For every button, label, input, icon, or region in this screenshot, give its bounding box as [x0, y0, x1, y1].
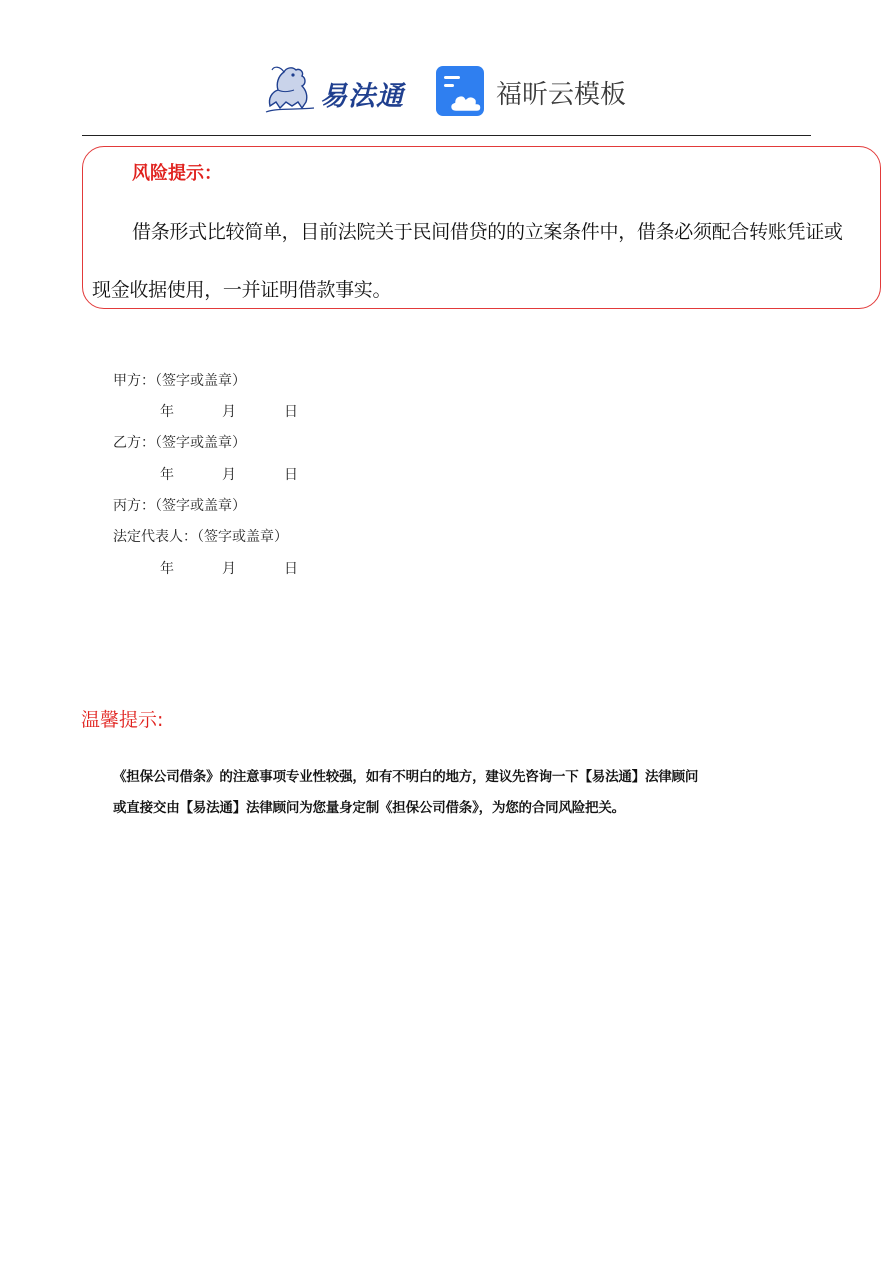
tips-title: 温馨提示:: [81, 709, 164, 731]
party-b-signature: 乙方：（签字或盖章）: [113, 435, 246, 451]
date-year: 年: [160, 561, 174, 577]
date-month: 月: [222, 561, 236, 577]
date-year: 年: [160, 467, 174, 483]
fuxin-brand-text: 福昕云模板: [496, 80, 627, 110]
document-header: [0, 56, 893, 122]
date-day: 日: [284, 404, 298, 420]
risk-notice-line-1: 借条形式比较简单，目前法院关于民间借贷的的立案条件中，借条必须配合转账凭证或: [132, 221, 843, 243]
date-month: 月: [222, 404, 236, 420]
risk-notice-title: 风险提示：: [132, 163, 222, 184]
party-a-signature: 甲方：（签字或盖章）: [113, 373, 246, 389]
header-divider: [82, 135, 811, 136]
date-day: 日: [284, 467, 298, 483]
risk-notice-box: [82, 146, 881, 309]
date-year: 年: [160, 404, 174, 420]
qilin-horse-icon: [262, 62, 322, 118]
yifatong-brand-text: 易法通: [320, 81, 404, 112]
party-c-date: [160, 558, 298, 578]
tips-line-1: 《担保公司借条》的注意事项专业性较强，如有不明白的地方，建议先咨询一下【易法通】法律顾问: [113, 769, 699, 785]
risk-notice-line-2: 现金收据使用，一并证明借款事实。: [92, 279, 392, 301]
date-day: 日: [284, 561, 298, 577]
fuxin-logo: [436, 66, 636, 118]
tips-line-2: 或直接交由【易法通】法律顾问为您量身定制《担保公司借条》，为您的合同风险把关。: [113, 800, 625, 816]
legal-rep-signature: 法定代表人：（签字或盖章）: [113, 529, 288, 545]
date-month: 月: [222, 467, 236, 483]
party-c-signature: 丙方：（签字或盖章）: [113, 498, 246, 514]
party-b-date: [160, 464, 298, 484]
yifatong-logo: [262, 62, 414, 118]
party-a-date: [160, 401, 298, 421]
document-cloud-icon: [436, 66, 488, 118]
